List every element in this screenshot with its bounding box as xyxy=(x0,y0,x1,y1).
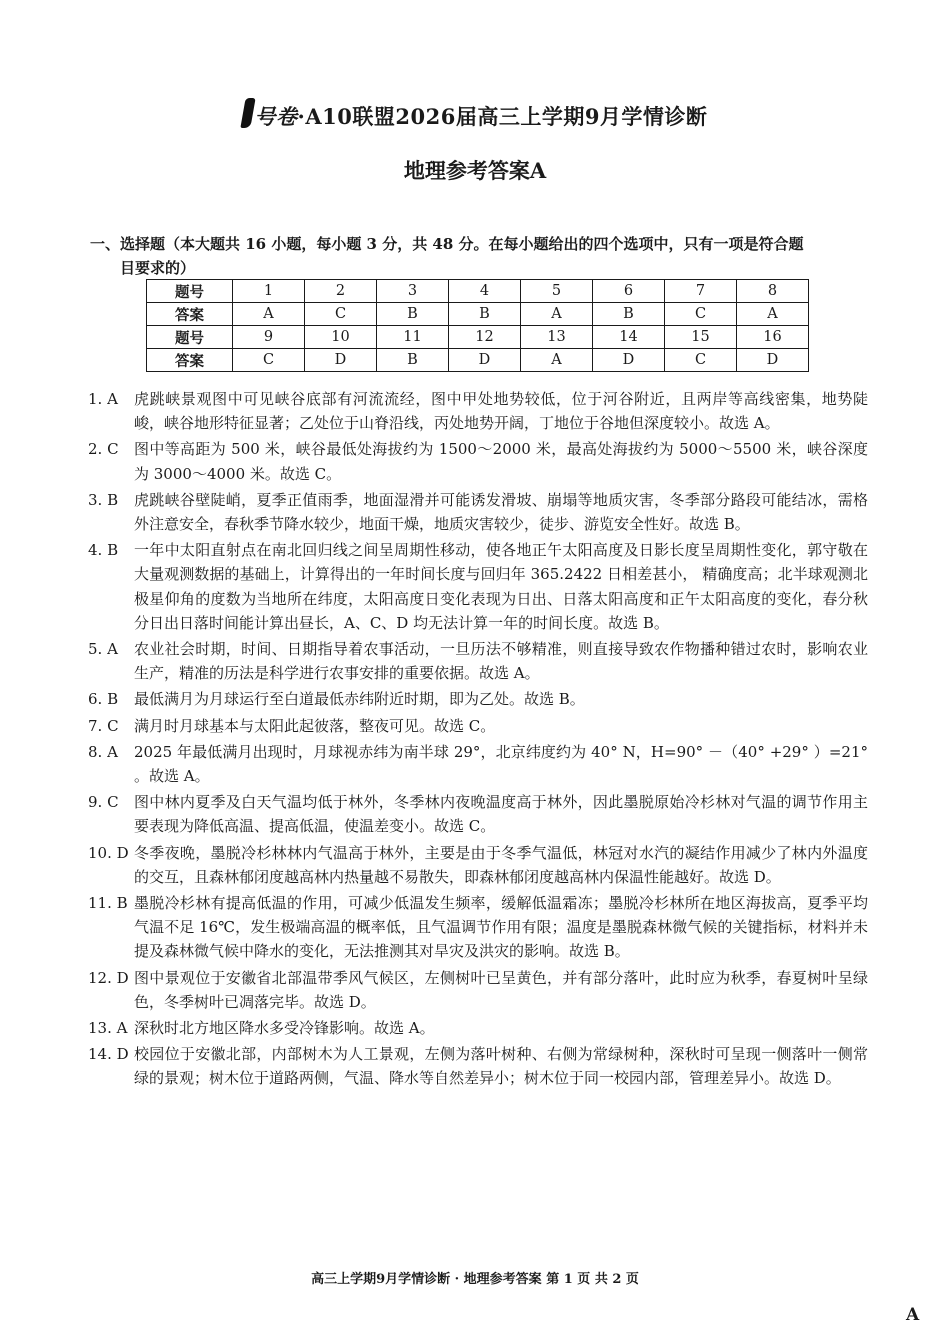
answer-table-row xyxy=(147,349,809,372)
header-title xyxy=(0,94,950,131)
explanation-item xyxy=(88,966,868,1014)
explanation-item xyxy=(88,740,868,788)
explanation-item xyxy=(88,891,868,964)
explanation-text: 2025 年最低满月出现时，月球视赤纬为南半球 29°，北京纬度约为 40° N，H=90° －（40° +29° ）=21° 。故选 A。 xyxy=(134,742,868,786)
explanation-item xyxy=(88,1016,868,1040)
answer-table-row-label: 答案 xyxy=(147,349,233,372)
explanation-number: 3. B xyxy=(88,490,119,509)
answer-table-cell: 13 xyxy=(521,326,593,349)
explanation-number: 4. B xyxy=(88,541,119,560)
answer-table-cell: A xyxy=(521,303,593,326)
answer-table-cell: 7 xyxy=(665,280,737,303)
explanation-number: 14. D xyxy=(88,1045,129,1064)
answer-table-cell: D xyxy=(593,349,665,372)
answer-table-cell: 2 xyxy=(305,280,377,303)
answer-table-cell: 4 xyxy=(449,280,521,303)
answer-explanations xyxy=(88,387,868,1093)
corner-version-mark: A xyxy=(906,1305,920,1325)
explanation-text: 图中景观位于安徽省北部温带季风气候区，左侧树叶已呈黄色，并有部分落叶，此时应为秋季，春夏树叶呈绿色，冬季树叶已凋落完毕。故选 D。 xyxy=(134,968,868,1011)
answer-table-cell: 8 xyxy=(737,280,809,303)
answer-table-cell: B xyxy=(593,303,665,326)
explanation-number: 7. C xyxy=(88,716,119,735)
answer-table-cell: A xyxy=(233,303,305,326)
answer-table-cell: C xyxy=(665,303,737,326)
explanation-item xyxy=(88,387,868,435)
explanation-item xyxy=(88,637,868,685)
explanation-text: 墨脱冷杉林有提高低温的作用，可减少低温发生频率，缓解低温霜冻；墨脱冷杉林所在地区海拔高，夏季平均气温不足 16℃，发生极端高温的概率低，且气温调节作用有限；温度是墨脱森林微气候的关键指标，材料并未提及森林微气候中降水的变化，无法推测其对旱灾及洪灾的影响。故选 B。 xyxy=(134,894,868,961)
answer-table-cell: C xyxy=(233,349,305,372)
answer-table-cell: B xyxy=(449,303,521,326)
explanation-number: 1. A xyxy=(88,390,118,408)
explanation-number: 10. D xyxy=(88,843,129,862)
answer-table-cell: 1 xyxy=(233,280,305,303)
answer-table-cell: 6 xyxy=(593,280,665,303)
explanation-number: 9. C xyxy=(88,793,119,812)
page-footer: 高三上学期9月学情诊断 · 地理参考答案 第 1 页 共 2 页 xyxy=(311,1272,639,1287)
answer-table-cell: D xyxy=(305,349,377,372)
explanation-number: 8. A xyxy=(88,742,118,761)
section-heading-line2: 目要求的） xyxy=(120,259,196,277)
answer-table-cell: 5 xyxy=(521,280,593,303)
answer-table-cell: 10 xyxy=(305,326,377,349)
explanation-text: 冬季夜晚，墨脱冷杉林林内气温高于林外，主要是由于冬季气温低，林冠对水汽的凝结作用减少了林内外温度的交互，且森林郁闭度越高林内热量越不易散失，即森林郁闭度越高林内保温性能越好。故选 D。 xyxy=(134,843,868,886)
answer-table-cell: 16 xyxy=(737,326,809,349)
answer-table-cell: C xyxy=(665,349,737,372)
explanation-number: 13. A xyxy=(88,1019,128,1038)
explanation-number: 12. D xyxy=(88,968,129,987)
answer-table-cell: 3 xyxy=(377,280,449,303)
answer-table-row-label: 题号 xyxy=(147,326,233,349)
explanation-text: 图中等高距为 500 米，峡谷最低处海拔约为 1500～2000 米，最高处海拔约为 5000～5500 米，峡谷深度为 3000～4000 米。故选 C。 xyxy=(134,440,868,483)
section-heading-line1: 一、选择题（本大题共 16 小题，每小题 3 分，共 48 分。在每小题给出的四个选项中，只有一项是符合题 xyxy=(90,235,804,253)
explanation-number: 5. A xyxy=(88,640,118,659)
explanation-text: 一年中太阳直射点在南北回归线之间呈周期性移动，使各地正午太阳高度及日影长度呈周期性变化，郭守敬在大量观测数据的基础上，计算得出的一年时间长度与回归年 365.2422 日相差甚小， 精确度高；北半球观测北极星仰角的度数为当地所在纬度，太阳高度日变化表现为日出、日落太阳高度和正午太阳高度的变化，春分秋分日出日落时间能计算出昼长，A、C、D 均无法计算一年的时间长度。故选 B。 xyxy=(134,541,868,632)
explanation-text: 深秋时北方地区降水多受冷锋影响。故选 A。 xyxy=(134,1019,435,1038)
explanation-item xyxy=(88,437,868,485)
explanation-text: 农业社会时期，时间、日期指导着农事活动，一旦历法不够精准，则直接导致农作物播种错过农时，影响农业生产，精准的历法是科学进行农事安排的重要依据。故选 A。 xyxy=(134,640,868,683)
explanation-item xyxy=(88,488,868,536)
answer-table-cell: 14 xyxy=(593,326,665,349)
answer-table-cell: 12 xyxy=(449,326,521,349)
answer-table-cell: B xyxy=(377,303,449,326)
explanation-item xyxy=(88,1042,868,1090)
exam-title: ·A10联盟2026届高三上学期9月学情诊断 xyxy=(297,104,708,129)
answer-table-cell: A xyxy=(521,349,593,372)
explanation-item xyxy=(88,790,868,838)
logo-text: 号卷 xyxy=(254,104,298,129)
answer-table-row xyxy=(147,326,809,349)
explanation-text: 最低满月为月球运行至白道最低赤纬附近时期，即为乙处。故选 B。 xyxy=(134,690,585,709)
page-subtitle: 地理参考答案A xyxy=(403,158,547,183)
explanation-number: 2. C xyxy=(88,440,119,459)
logo-brush-icon xyxy=(240,98,255,128)
answer-table-cell: 9 xyxy=(233,326,305,349)
explanation-text: 满月时月球基本与太阳此起彼落，整夜可见。故选 C。 xyxy=(134,716,496,735)
answer-table-cell: C xyxy=(305,303,377,326)
answer-table xyxy=(146,279,809,372)
explanation-item xyxy=(88,714,868,738)
explanation-item xyxy=(88,841,868,889)
answer-table-cell: B xyxy=(377,349,449,372)
answer-table-cell: 11 xyxy=(377,326,449,349)
answer-table-row-label: 题号 xyxy=(147,280,233,303)
explanation-item xyxy=(88,687,868,711)
explanation-item xyxy=(88,538,868,635)
answer-table-cell: D xyxy=(449,349,521,372)
explanation-number: 6. B xyxy=(88,690,119,709)
answer-table-row xyxy=(147,280,809,303)
answer-table-cell: A xyxy=(737,303,809,326)
answer-table-cell: 15 xyxy=(665,326,737,349)
answer-table-row xyxy=(147,303,809,326)
answer-table-cell: D xyxy=(737,349,809,372)
explanation-text: 校园位于安徽北部，内部树木为人工景观，左侧为落叶树种、右侧为常绿树种，深秋时可呈现一侧落叶一侧常绿的景观；树木位于道路两侧，气温、降水等自然差异小；树木位于同一校园内部，管理差异小。故选 D。 xyxy=(134,1045,868,1088)
explanation-number: 11. B xyxy=(88,894,128,913)
section-heading xyxy=(90,232,880,280)
explanation-text: 虎跳峡景观图中可见峡谷底部有河流流经，图中甲处地势较低，位于河谷附近，且两岸等高线密集，地势陡峻，峡谷地形特征显著；乙处位于山脊沿线，丙处地势开阔，丁地位于谷地但深度较小。故选 A。 xyxy=(134,390,868,433)
answer-table-row-label: 答案 xyxy=(147,303,233,326)
explanation-text: 虎跳峡谷壁陡峭，夏季正值雨季，地面湿滑并可能诱发滑坡、崩塌等地质灾害，冬季部分路段可能结冰，需格外注意安全，春秋季节降水较少，地面干燥，地质灾害较少，徒步、游览安全性好。故选 B。 xyxy=(134,490,868,534)
explanation-text: 图中林内夏季及白天气温均低于林外，冬季林内夜晚温度高于林外，因此墨脱原始冷杉林对气温的调节作用主要表现为降低高温、提高低温，使温差变小。故选 C。 xyxy=(134,793,868,836)
